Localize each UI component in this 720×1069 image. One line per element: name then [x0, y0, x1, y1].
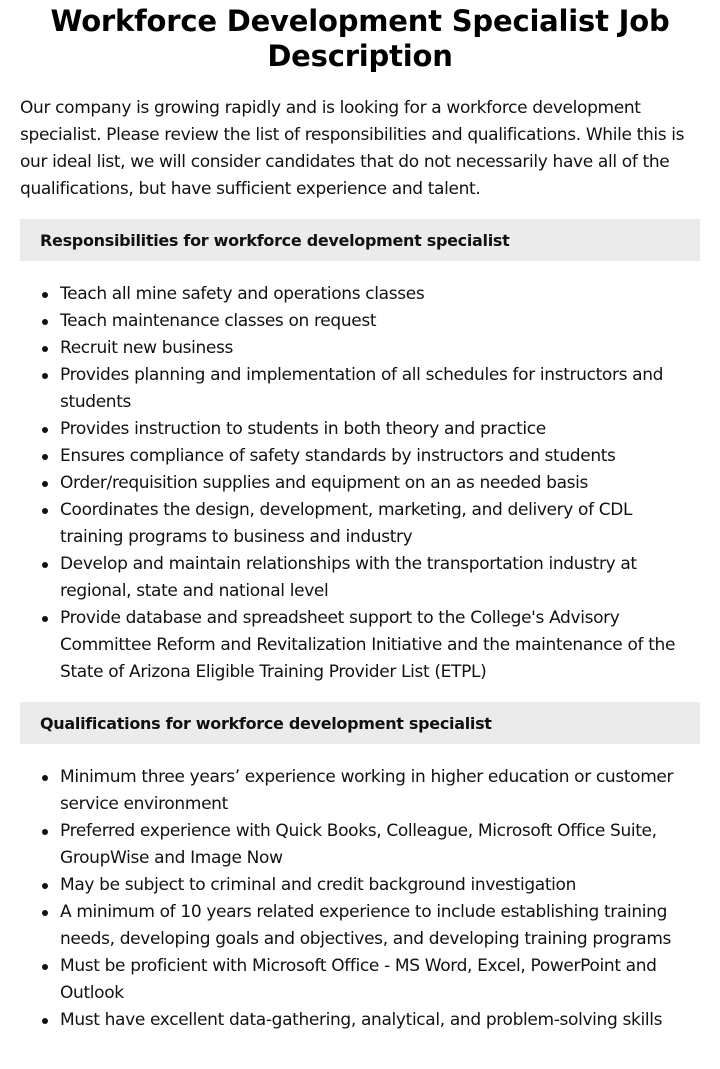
intro-paragraph: Our company is growing rapidly and is looking for a workforce development specialist. Please review the list of responsibilities and qualifications. While this is our ideal list, we will consider candidates that do not necessarily have all of the qualifications, but have sufficient experience and talent.	[20, 98, 685, 199]
bullet-icon	[42, 616, 48, 622]
list-item	[60, 362, 700, 416]
responsibilities-heading: Responsibilities for workforce development specialist	[40, 230, 510, 250]
bullet-icon	[42, 562, 48, 568]
list-item-text: Must be proficient with Microsoft Office - MS Word, Excel, PowerPoint and Outlook	[60, 956, 657, 1003]
list-item	[60, 470, 700, 497]
responsibilities-list	[20, 281, 700, 686]
bullet-icon	[42, 346, 48, 352]
list-item-text: Teach all mine safety and operations classes	[60, 284, 425, 304]
bullet-icon	[42, 1018, 48, 1024]
bullet-icon	[42, 910, 48, 916]
list-item	[60, 899, 700, 953]
list-item-text: May be subject to criminal and credit background investigation	[60, 875, 577, 895]
list-item-text: Must have excellent data-gathering, analytical, and problem-solving skills	[60, 1010, 663, 1030]
bullet-icon	[42, 292, 48, 298]
list-item	[60, 497, 700, 551]
list-item-text: Recruit new business	[60, 338, 234, 358]
list-item	[60, 818, 700, 872]
list-item	[60, 953, 700, 1007]
list-item-text: Preferred experience with Quick Books, Colleague, Microsoft Office Suite, GroupWise and Image Now	[60, 821, 657, 868]
qualifications-heading: Qualifications for workforce development specialist	[40, 713, 492, 733]
bullet-icon	[42, 883, 48, 889]
list-item-text: Develop and maintain relationships with the transportation industry at regional, state and national level	[60, 554, 637, 601]
list-item	[60, 308, 700, 335]
page-title: Workforce Development Specialist Job Description	[50, 4, 670, 73]
responsibilities-section	[20, 219, 700, 686]
list-item-text: Provide database and spreadsheet support to the College's Advisory Committee Reform and Revitalization Initiative and the maintenance of the State of Arizona Eligible Training Provider List (ETPL)	[60, 608, 676, 682]
list-item	[60, 605, 700, 686]
bullet-icon	[42, 454, 48, 460]
list-item	[60, 416, 700, 443]
list-item-text: Provides instruction to students in both theory and practice	[60, 419, 546, 439]
qualifications-section	[20, 702, 700, 1034]
qualifications-list	[20, 764, 700, 1034]
list-item-text: A minimum of 10 years related experience to include establishing training needs, developing goals and objectives, and developing training programs	[60, 902, 672, 949]
list-item	[60, 764, 700, 818]
list-item-text: Order/requisition supplies and equipment on an as needed basis	[60, 473, 589, 493]
list-item-text: Ensures compliance of safety standards by instructors and students	[60, 446, 616, 466]
bullet-icon	[42, 481, 48, 487]
list-item	[60, 551, 700, 605]
qualifications-header	[20, 702, 700, 744]
bullet-icon	[42, 319, 48, 325]
bullet-icon	[42, 427, 48, 433]
job-description-page	[0, 4, 720, 1034]
bullet-icon	[42, 775, 48, 781]
list-item	[60, 335, 700, 362]
list-item-text: Teach maintenance classes on request	[60, 311, 377, 331]
list-item	[60, 281, 700, 308]
list-item-text: Coordinates the design, development, marketing, and delivery of CDL training programs to business and industry	[60, 500, 633, 547]
bullet-icon	[42, 829, 48, 835]
list-item	[60, 1007, 700, 1034]
list-item	[60, 872, 700, 899]
bullet-icon	[42, 964, 48, 970]
list-item-text: Minimum three years’ experience working in higher education or customer service environment	[60, 767, 674, 814]
bullet-icon	[42, 373, 48, 379]
list-item	[60, 443, 700, 470]
list-item-text: Provides planning and implementation of all schedules for instructors and students	[60, 365, 664, 412]
responsibilities-header	[20, 219, 700, 261]
bullet-icon	[42, 508, 48, 514]
